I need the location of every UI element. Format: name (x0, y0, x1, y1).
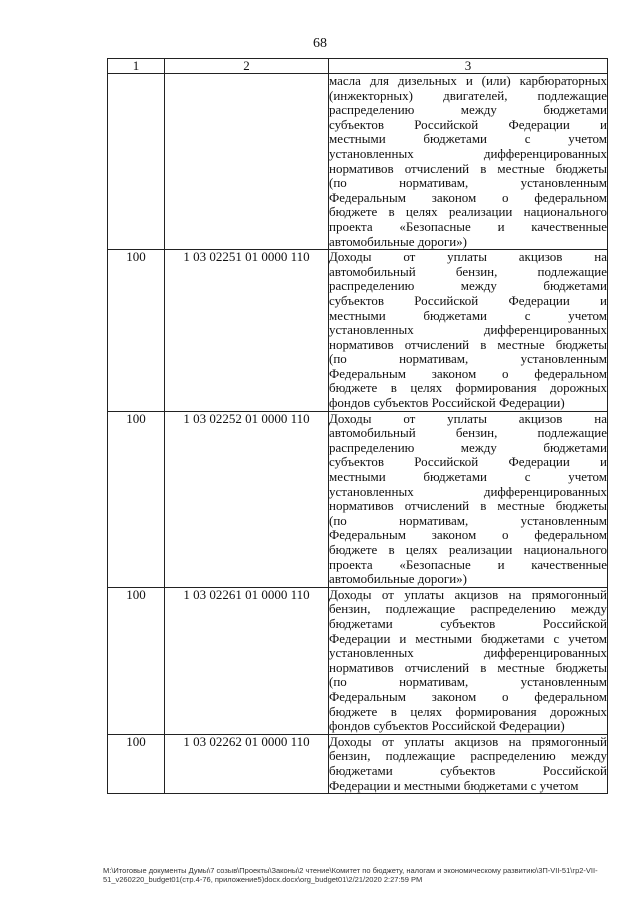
admin-code-cell: 100 (108, 587, 165, 734)
description-line: Федеральным законом о федеральном (329, 365, 607, 381)
description-line: (по нормативам, установленным (329, 512, 607, 528)
description-line: фондов субъектов Российской Федерации) (329, 718, 565, 734)
description-line: Доходы от уплаты акцизов на (329, 249, 607, 265)
description-line: нормативов отчислений в местные бюджеты (329, 498, 607, 514)
income-description-cell (329, 587, 608, 734)
budget-table (107, 58, 608, 794)
description-line: распределению между бюджетами (329, 102, 607, 118)
income-description-cell (329, 734, 608, 793)
description-line: проекта «Безопасные и качественные (329, 556, 607, 572)
budget-classification-code-cell: 1 03 02261 01 0000 110 (165, 587, 329, 734)
table-header-row (108, 59, 608, 74)
table-row (108, 250, 608, 412)
description-line: субъектов Российской Федерации и (329, 116, 607, 132)
description-line: (по нормативам, установленным (329, 674, 607, 690)
budget-classification-code-cell: 1 03 02252 01 0000 110 (165, 411, 329, 587)
budget-classification-code-cell: 1 03 02262 01 0000 110 (165, 734, 329, 793)
table-row (108, 734, 608, 793)
admin-code-cell (108, 74, 165, 250)
description-line: Федеральным законом о федеральном (329, 688, 607, 704)
page-number: 68 (313, 36, 327, 51)
description-line: (по нормативам, установленным (329, 351, 607, 367)
description-line: местными бюджетами с учетом (329, 131, 607, 147)
budget-classification-code-cell: 1 03 02251 01 0000 110 (165, 250, 329, 412)
description-line: фондов субъектов Российской Федерации) (329, 395, 565, 411)
table-row (108, 587, 608, 734)
description-line: местными бюджетами с учетом (329, 307, 607, 323)
description-line: нормативов отчислений в местные бюджеты (329, 160, 607, 176)
description-line: установленных дифференцированных (329, 483, 607, 499)
description-line: субъектов Российской Федерации и (329, 454, 607, 470)
description-line: (инжекторных) двигателей, подлежащие (329, 87, 607, 103)
description-line: автомобильные дороги») (329, 571, 468, 587)
description-line: бензин, подлежащие распределению между (329, 748, 607, 764)
description-line: (по нормативам, установленным (329, 175, 607, 191)
description-line: Федерации и местными бюджетами с учетом (329, 777, 579, 793)
description-line: Доходы от уплаты акцизов на прямогонный (329, 733, 607, 749)
description-line: автомобильный бензин, подлежащие (329, 425, 607, 441)
document-path-footer: M:\Итоговые документы Думы\7 созыв\Проекты\Законы\2 чтение\Комитет по бюджету, налогам и экономическому развитию\3П-VII-51\гр2-VII-51_v260220_budget01(стр.4-76, приложение5)docx.docx\org_budget01\2/21/2020 2:27:59 PM (103, 866, 598, 884)
description-line: проекта «Безопасные и качественные (329, 218, 607, 234)
description-line: субъектов Российской Федерации и (329, 292, 607, 308)
description-line: Доходы от уплаты акцизов на (329, 410, 607, 426)
description-line: Федеральным законом о федеральном (329, 189, 607, 205)
description-line: установленных дифференцированных (329, 645, 607, 661)
description-line: масла для дизельных и (или) карбюраторных (329, 73, 607, 88)
table-row (108, 74, 608, 250)
income-description-cell (329, 250, 608, 412)
description-line: распределению между бюджетами (329, 439, 607, 455)
income-description-cell (329, 74, 608, 250)
description-line: нормативов отчислений в местные бюджеты (329, 336, 607, 352)
description-line: установленных дифференцированных (329, 322, 607, 338)
income-description-cell (329, 411, 608, 587)
table-row (108, 411, 608, 587)
description-line: бюджетами субъектов Российской (329, 762, 607, 778)
admin-code-cell: 100 (108, 734, 165, 793)
description-line: Федерации и местными бюджетами с учетом (329, 630, 607, 646)
admin-code-cell: 100 (108, 250, 165, 412)
description-line: Федеральным законом о федеральном (329, 527, 607, 543)
description-line: бензин, подлежащие распределению между (329, 601, 607, 617)
description-line: нормативов отчислений в местные бюджеты (329, 659, 607, 675)
column-header-3: 3 (329, 59, 608, 74)
description-line: бюджете в целях формирования дорожных (329, 703, 607, 719)
description-line: местными бюджетами с учетом (329, 469, 607, 485)
budget-classification-code-cell (165, 74, 329, 250)
description-line: Доходы от уплаты акцизов на прямогонный (329, 586, 607, 602)
description-line: автомобильный бензин, подлежащие (329, 263, 607, 279)
admin-code-cell: 100 (108, 411, 165, 587)
column-header-2: 2 (165, 59, 329, 74)
description-line: установленных дифференцированных (329, 145, 607, 161)
description-line: бюджетами субъектов Российской (329, 615, 607, 631)
description-line: бюджете в целях реализации национального (329, 542, 607, 557)
column-header-1: 1 (108, 59, 165, 74)
description-line: бюджете в целях формирования дорожных (329, 380, 607, 396)
description-line: бюджете в целях реализации национального (329, 204, 607, 220)
description-line: распределению между бюджетами (329, 278, 607, 294)
description-line: автомобильные дороги») (329, 233, 468, 249)
